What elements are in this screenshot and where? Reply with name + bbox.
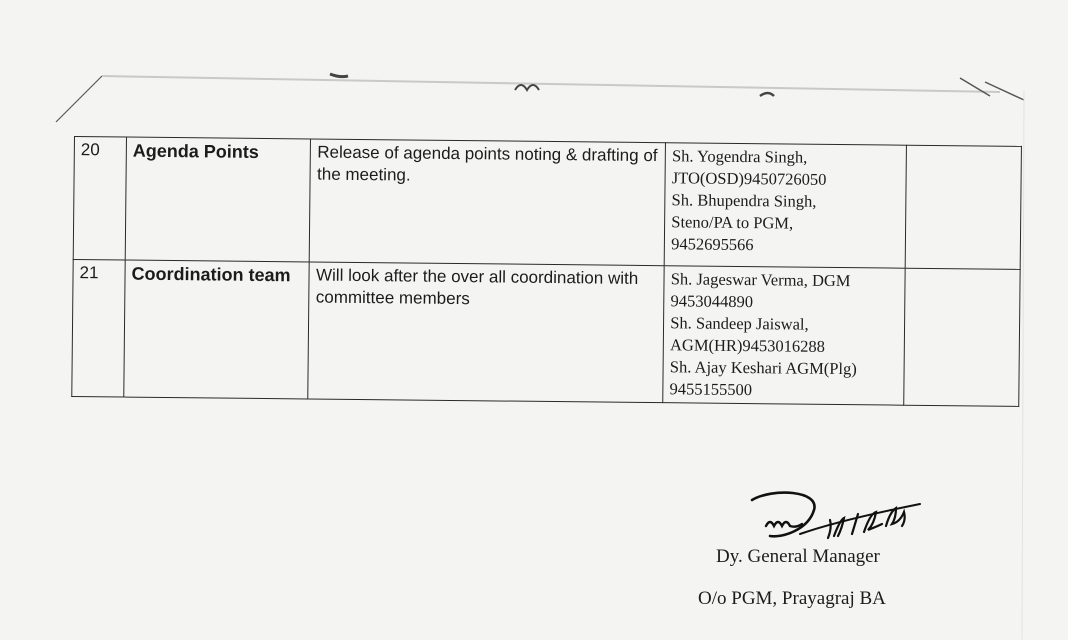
serial-number: 21 — [72, 259, 125, 397]
blank-cell — [904, 268, 1021, 406]
person-line: Steno/PA to PGM, — [671, 212, 794, 233]
row-heading: Coordination team — [124, 260, 310, 399]
responsibility-table — [71, 136, 1022, 407]
signatory-office: O/o PGM, Prayagraj BA — [698, 588, 886, 609]
row-description: Will look after the over all coordination with committee members — [308, 262, 664, 403]
person-line: JTO(OSD)9450726050 — [671, 168, 827, 189]
person-line: Sh. Sandeep Jaiswal, — [670, 313, 809, 334]
blank-cell — [905, 145, 1022, 269]
person-line: 9453044890 — [670, 291, 754, 312]
row-heading: Agenda Points — [125, 137, 311, 262]
person-line: 9455155500 — [669, 379, 753, 400]
table-row — [73, 137, 1021, 270]
row-description: Release of agenda points noting & drafting of the meeting. — [310, 139, 666, 266]
person-line: Sh. Jageswar Verma, DGM — [670, 269, 851, 291]
person-line: 9452695566 — [671, 234, 754, 255]
signatory-designation: Dy. General Manager — [716, 546, 880, 567]
responsible-persons — [664, 143, 906, 269]
person-line: Sh. Ajay Keshari AGM(Plg) — [669, 357, 857, 379]
serial-number: 20 — [73, 137, 126, 261]
table-row — [72, 259, 1020, 406]
signature-block — [690, 480, 970, 620]
responsible-persons — [663, 266, 905, 406]
person-line: AGM(HR)9453016288 — [669, 335, 826, 356]
person-line: Sh. Bhupendra Singh, — [671, 190, 817, 211]
person-line: Sh. Yogendra Singh, — [671, 146, 808, 167]
